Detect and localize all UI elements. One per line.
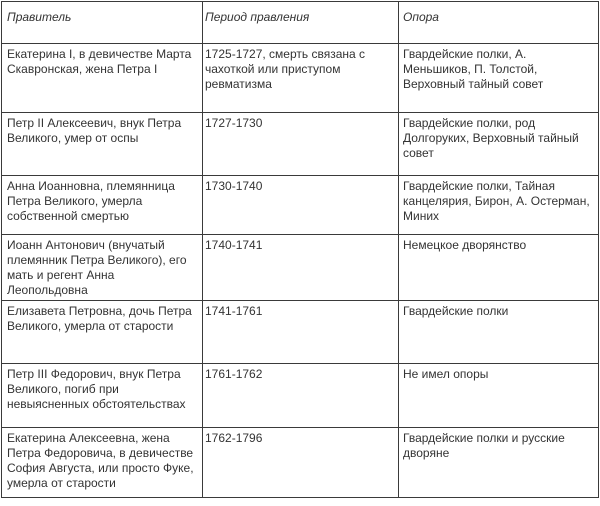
- cell-support: Не имел опоры: [399, 364, 599, 428]
- cell-support: Гвардейские полки, род Долгоруких, Верховный тайный совет: [399, 113, 599, 176]
- cell-ruler: Екатерина Алексеевна, жена Петра Федоровича, в девичестве София Августа, или просто Фуке, умерла от старости: [2, 428, 203, 498]
- cell-ruler: Екатерина I, в девичестве Марта Скавронская, жена Петра I: [2, 44, 203, 113]
- cell-period: 1727-1730: [203, 113, 399, 176]
- table-row: [2, 235, 599, 301]
- cell-support: Гвардейские полки: [399, 301, 599, 364]
- table-row: [2, 176, 599, 235]
- cell-support: Немецкое дворянство: [399, 235, 599, 301]
- cell-support: Гвардейские полки и русские дворяне: [399, 428, 599, 498]
- header-ruler: Правитель: [2, 2, 203, 44]
- rulers-table: [1, 1, 599, 498]
- cell-ruler: Елизавета Петровна, дочь Петра Великого, умерла от старости: [2, 301, 203, 364]
- header-period: Период правления: [203, 2, 399, 44]
- cell-period: 1730-1740: [203, 176, 399, 235]
- table-row: [2, 113, 599, 176]
- table-row: [2, 364, 599, 428]
- header-support: Опора: [399, 2, 599, 44]
- cell-ruler: Иоанн Антонович (внучатый племянник Петра Великого), его мать и регент Анна Леопольдовна: [2, 235, 203, 301]
- table-row: [2, 428, 599, 498]
- table-row: [2, 301, 599, 364]
- cell-ruler: Петр II Алексеевич, внук Петра Великого, умер от оспы: [2, 113, 203, 176]
- cell-ruler: Анна Иоанновна, племянница Петра Великого, умерла собственной смертью: [2, 176, 203, 235]
- table-header-row: [2, 2, 599, 44]
- table-row: [2, 44, 599, 113]
- cell-period: 1741-1761: [203, 301, 399, 364]
- cell-support: Гвардейские полки, А. Меньшиков, П. Толстой, Верховный тайный совет: [399, 44, 599, 113]
- cell-support: Гвардейские полки, Тайная канцелярия, Бирон, А. Остерман, Миних: [399, 176, 599, 235]
- cell-period: 1762-1796: [203, 428, 399, 498]
- cell-period: 1725-1727, смерть связана с чахоткой или приступом ревматизма: [203, 44, 399, 113]
- cell-ruler: Петр III Федорович, внук Петра Великого, погиб при невыясненных обстоятельствах: [2, 364, 203, 428]
- cell-period: 1740-1741: [203, 235, 399, 301]
- cell-period: 1761-1762: [203, 364, 399, 428]
